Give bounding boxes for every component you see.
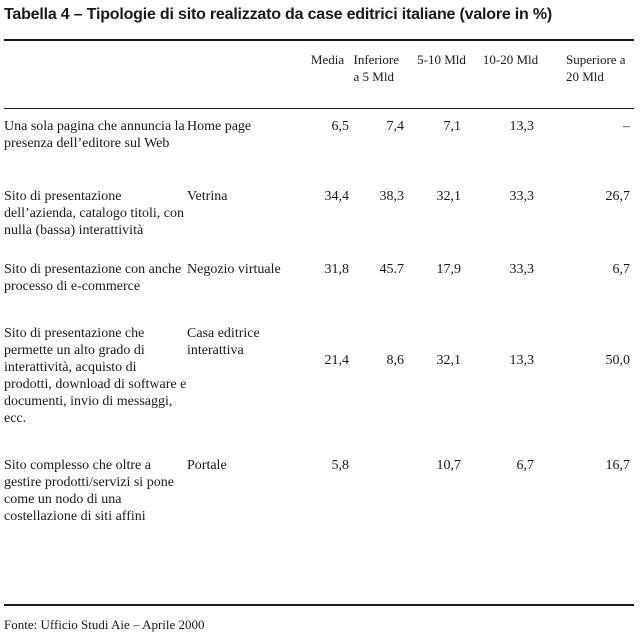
table-row [4, 261, 634, 325]
table-title: Tabella 4 – Tipologie di sito realizzato da case editrici italiane (valore in %) [4, 6, 553, 23]
row-type: Negozio virtuale [187, 262, 281, 277]
row-type: Casa editrice interattiva [187, 326, 260, 358]
source-note: Fonte: Ufficio Studi Aie – Aprile 2000 [4, 617, 205, 632]
header-inferiore [351, 41, 408, 108]
row-description: Una sola pagina che annuncia la presenza dell’editore sul Web [4, 119, 185, 151]
header-row [4, 41, 634, 108]
cell-superiore: 50,0 [605, 353, 630, 368]
row-description: Sito complesso che oltre a gestire prodotti/servizi si pone come un nodo di una costellazione di siti affini [4, 458, 174, 524]
cell-superiore: 6,7 [612, 262, 630, 277]
table-row [4, 325, 634, 457]
cell-inferiore: 38,3 [379, 189, 404, 204]
header-10-20: 10-20 Mld [482, 52, 539, 67]
cell-5-10: 32,1 [436, 353, 461, 368]
cell-media: 6,5 [331, 119, 349, 134]
data-table [4, 41, 634, 582]
row-type: Vetrina [187, 189, 228, 204]
cell-5-10: 32,1 [436, 189, 461, 204]
header-media: Media [310, 52, 345, 67]
cell-inferiore: 45.7 [379, 262, 404, 277]
cell-media: 21,4 [324, 353, 349, 368]
cell-10-20: 13,3 [509, 353, 534, 368]
cell-5-10: 10,7 [436, 458, 461, 473]
cell-10-20: 13,3 [509, 119, 534, 134]
row-type: Portale [187, 458, 227, 473]
header-superiore-label: Superiore a 20 Mld [566, 52, 626, 84]
header-superiore [546, 41, 634, 108]
header-inferiore-label: Inferiore a 5 Mld [353, 52, 399, 84]
cell-5-10: 17,9 [436, 262, 461, 277]
cell-5-10: 7,1 [443, 119, 461, 134]
cell-inferiore: 7,4 [386, 119, 404, 134]
cell-inferiore [351, 457, 408, 582]
cell-10-20: 33,3 [509, 262, 534, 277]
table-row [4, 188, 634, 261]
cell-media: 34,4 [324, 189, 349, 204]
row-description: Sito di presentazione con anche processo di e-commerce [4, 262, 182, 294]
cell-inferiore: 8,6 [386, 353, 404, 368]
cell-media: 5,8 [331, 458, 349, 473]
cell-media: 31,8 [324, 262, 349, 277]
row-type: Home page [187, 119, 252, 134]
bottom-rule [4, 604, 634, 606]
header-5-10: 5-10 Mld [417, 52, 466, 67]
header-blank-description [4, 41, 187, 108]
cell-superiore: – [623, 119, 630, 134]
header-blank-type [187, 41, 304, 108]
row-description: Sito di presentazione che permette un alto grado di interattività, acquisto di prodotti, download di software e documenti, invio di messaggi, ecc. [4, 326, 187, 426]
cell-superiore: 16,7 [605, 458, 630, 473]
table-row [4, 457, 634, 582]
row-description: Sito di presentazione dell’azienda, catalogo titoli, con nulla (bassa) interattività [4, 189, 184, 238]
table-row [4, 108, 634, 188]
cell-10-20: 33,3 [509, 189, 534, 204]
cell-superiore: 26,7 [605, 189, 630, 204]
cell-10-20: 6,7 [516, 458, 534, 473]
